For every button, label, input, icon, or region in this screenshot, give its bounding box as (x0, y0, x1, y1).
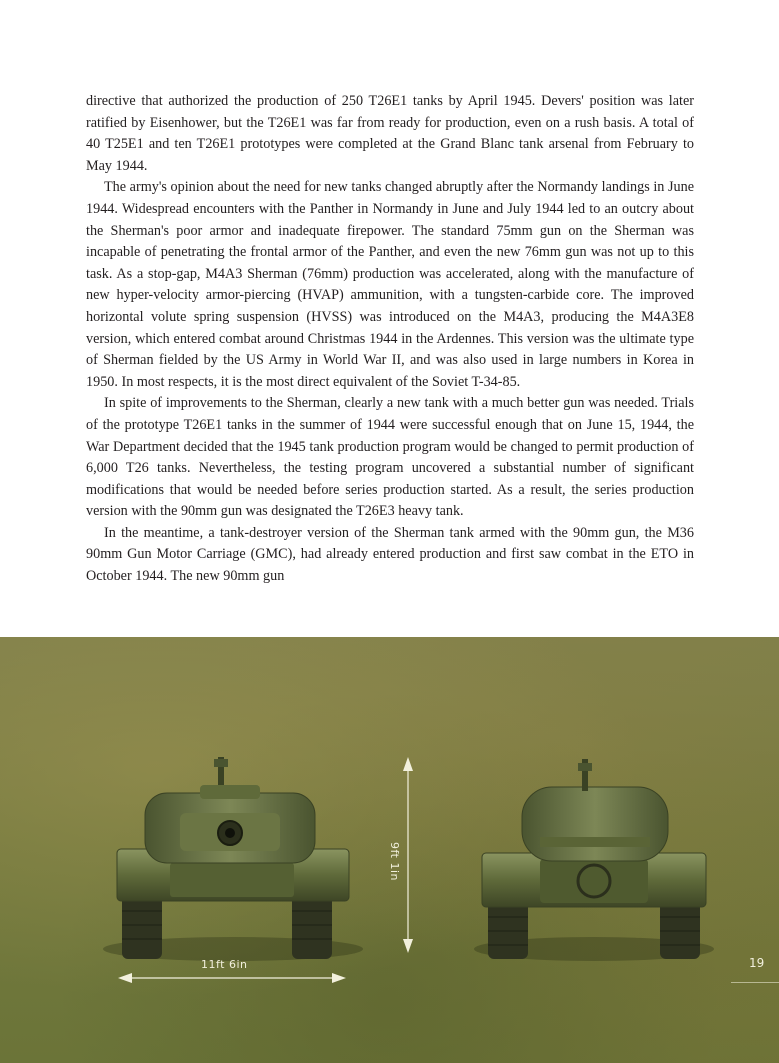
tank-rear-view (474, 759, 714, 961)
tank-front-view (103, 757, 363, 961)
paragraph-4: In the meantime, a tank-destroyer version of the Sherman tank armed with the 90mm gun, the M36 90mm Gun Motor Carriage (GMC), had already entered production and first saw combat in the ETO in October 1944. The new 90mm gun (86, 524, 694, 585)
paragraph-3: In spite of improvements to the Sherman, clearly a new tank with a much better gun was needed. Trials of the prototype T26E1 tanks in the summer of 1944 were successful enough that on June 15, 1944, the War Department decided that the 1945 tank production program would be changed to permit production of 6,000 T26 tanks. Nevertheless, the testing program uncovered a substantial number of significant modifications that would be needed before series production started. As a result, the series production version with the 90mm gun was designated the T26E3 heavy tank. (86, 395, 694, 520)
paragraph-2: The army's opinion about the need for new tanks changed abruptly after the Normandy landings in June 1944. Widespread encounters with the Panther in Normandy in June and July 1944 led to an outcry about the Sherman's poor armor and inadequate firepower. The standard 75mm gun on the Sherman was incapable of penetrating the frontal armor of the Panther, and even the new 76mm gun was not up to this task. As a stop-gap, M4A3 Sherman (76mm) production was accelerated, along with the manufacture of new hyper-velocity armor-piercing (HVAP) ammunition, with a tungsten-carbide core. The improved horizontal volute spring suspension (HVSS) was introduced on the M4A3, producing the M4A3E8 version, which entered combat around Christmas 1944 in the Ardennes. This version was the ultimate type of Sherman fielded by the US Army in World War II, and was also used in large numbers in Korea in 1950. In most respects, it is the most direct equivalent of the Soviet T-34-85. (86, 179, 694, 390)
height-dimension-label: 9ft 1in (388, 842, 401, 882)
body-text (86, 91, 694, 588)
paragraph-1: directive that authorized the production of 250 T26E1 tanks by April 1945. Devers' position was later ratified by Eisenhower, but the T26E1 was far from ready for production, even on a rush basis. A total of 40 T25E1 and ten T26E1 prototypes were completed at the Grand Blanc tank arsenal from February to May 1944. (86, 93, 694, 174)
page-number: 19 (749, 956, 765, 970)
illustration-plate (0, 637, 779, 1063)
width-dimension-label: 11ft 6in (201, 958, 248, 971)
page-number-rule (731, 982, 779, 983)
